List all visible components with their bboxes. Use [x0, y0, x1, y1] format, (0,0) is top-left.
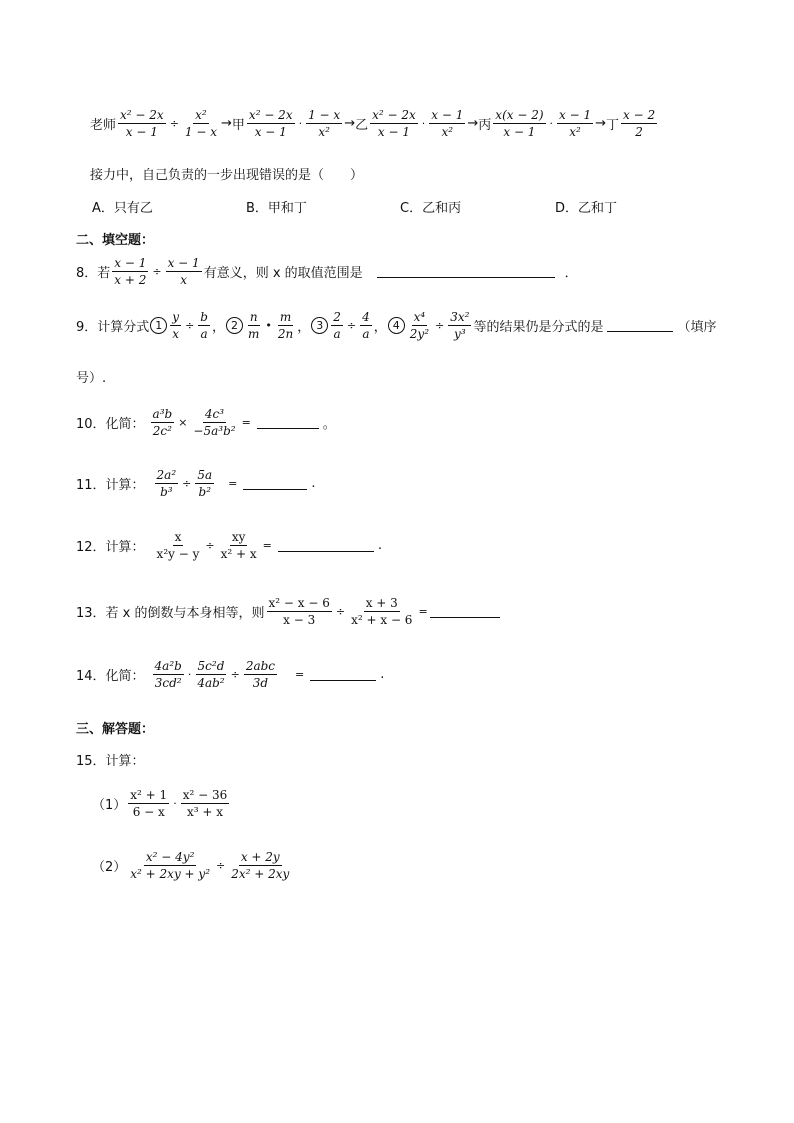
multiply-dot: · — [173, 797, 177, 810]
option-c: C．乙和丙 — [400, 201, 462, 216]
q8-end: ． — [564, 266, 578, 281]
fraction: $\frac{x - 1}{x + 2}$ — [114, 256, 147, 287]
fraction: $\frac{1 - x}{\text{x²}}$ — [308, 108, 341, 139]
fraction: $\frac{x - 1}{\text{x²}}$ — [559, 108, 592, 139]
q15-part1 — [92, 788, 231, 819]
q15-part2 — [92, 850, 293, 881]
fraction: $\frac{5a}{\text{b²}}$ — [197, 468, 213, 499]
q10-end: 。 — [322, 417, 336, 432]
q9 — [76, 310, 716, 341]
fraction: $\frac{\text{x² − 36}}{\text{x³ + x}}$ — [182, 788, 228, 819]
circled-number: 3 — [311, 317, 328, 334]
fraction: $\frac{\text{x² − 4y²}}{\text{x² + 2xy + y²}}$ — [130, 850, 210, 881]
section-heading-answer: 三、解答题： — [76, 722, 155, 737]
arrow: → — [221, 116, 232, 131]
multiply-dot: · — [298, 117, 303, 130]
fraction: $\frac{y}{x}$ — [172, 310, 180, 341]
q14-number: 14．化简： — [76, 669, 145, 684]
multiply-dot: • — [265, 319, 272, 332]
divide-sign: ÷ — [182, 477, 192, 490]
divide-sign: ÷ — [230, 668, 240, 681]
part-label: （2） — [92, 860, 127, 875]
q14-end: . — [380, 667, 385, 682]
jia-label: 甲 — [231, 118, 245, 133]
fraction: $\frac{\text{x² − 2x}}{x - 1}$ — [372, 108, 416, 139]
fraction: $\frac{x - 1}{\text{x²}}$ — [431, 108, 464, 139]
fraction: $\frac{x - 2}{2}$ — [623, 108, 656, 139]
fraction: $\frac{\text{x⁴}}{\text{2y²}}$ — [409, 310, 430, 341]
fraction: $\frac{\text{x² + 1}}{6 - x}$ — [130, 788, 168, 819]
circled-number: 4 — [388, 317, 405, 334]
answer-blank[interactable] — [607, 319, 673, 332]
equals-sign: = — [241, 416, 251, 429]
arrow: → — [595, 116, 607, 131]
bing-label: 丙 — [478, 118, 492, 133]
fraction: $\frac{x}{\text{x²y − y}}$ — [156, 530, 200, 561]
fraction: $\frac{n}{m}$ — [247, 310, 260, 341]
fraction: $\frac{\text{a³b}}{\text{2c²}}$ — [152, 407, 173, 438]
fraction: $\frac{\text{x²}}{1 - x}$ — [184, 108, 217, 139]
divide-sign: ÷ — [335, 605, 346, 618]
fraction: $\frac{\text{5c²d}}{\text{4ab²}}$ — [197, 659, 225, 690]
yi-label: 乙 — [355, 118, 369, 133]
q11-end: . — [311, 476, 316, 491]
q12-end: . — [377, 538, 382, 553]
divide-sign: ÷ — [435, 319, 445, 332]
q7-question: 接力中，自己负责的一步出现错误的是（ ） — [90, 168, 364, 183]
multiply-dot: · — [421, 117, 426, 130]
fraction: $\frac{x + 3}{\text{x² + x − 6}}$ — [351, 596, 413, 627]
ding-label: 丁 — [606, 118, 620, 133]
comma: ， — [211, 320, 225, 335]
divide-sign: ÷ — [185, 319, 195, 332]
arrow: → — [344, 116, 356, 131]
fraction: $\frac{\text{x² − 2x}}{x - 1}$ — [248, 108, 293, 139]
answer-blank[interactable] — [278, 539, 374, 552]
fraction: $\frac{xy}{\text{x² + x}}$ — [220, 530, 257, 561]
fraction: $\frac{\text{2a²}}{\text{b³}}$ — [156, 468, 177, 499]
option-a: A．只有乙 — [92, 201, 153, 216]
answer-blank[interactable] — [257, 416, 319, 429]
fraction: $\frac{\text{x² − 2x}}{x - 1}$ — [120, 108, 164, 139]
answer-blank[interactable] — [243, 477, 307, 490]
q9-tail: （填序 — [677, 320, 717, 335]
fraction: $\frac{\text{4a²b}}{\text{3cd²}}$ — [154, 659, 182, 690]
q12-number: 12．计算： — [76, 540, 145, 555]
teacher-label: 老师 — [90, 118, 117, 133]
answer-blank[interactable] — [310, 668, 376, 681]
q9-tail-line: 号）. — [76, 371, 107, 386]
part-label: （1） — [92, 798, 127, 813]
q9-number: 9．计算分式 — [76, 320, 150, 335]
fraction: $\frac{b}{a}$ — [200, 310, 208, 341]
fraction: $\frac{2}{a}$ — [333, 310, 341, 341]
q13 — [76, 596, 504, 627]
multiply-dot: · — [549, 117, 554, 130]
q15-number: 15．计算： — [76, 754, 145, 769]
fraction: $\frac{4}{a}$ — [362, 310, 370, 341]
section-heading-fill: 二、填空题： — [76, 233, 155, 248]
q8-number: 8．若 — [76, 266, 111, 281]
multiply-dot: · — [187, 668, 192, 681]
fraction: $\frac{\text{2abc}}{3d}$ — [245, 659, 276, 690]
q8-text: 有意义，则 x 的取值范围是 — [203, 266, 363, 281]
fraction: $\frac{x(x - 2)}{x - 1}$ — [495, 108, 544, 139]
q7-chain — [90, 108, 659, 139]
q8 — [76, 256, 578, 287]
answer-blank[interactable] — [377, 265, 555, 278]
fraction: $\frac{\text{3x²}}{\text{y³}}$ — [450, 310, 470, 341]
q11-number: 11．计算： — [76, 478, 145, 493]
divide-sign: ÷ — [205, 539, 215, 552]
q10 — [76, 407, 336, 438]
divide-sign: ÷ — [152, 265, 162, 278]
comma: ， — [297, 320, 311, 335]
equals-sign: = — [228, 477, 238, 490]
option-b: B．甲和丁 — [246, 201, 307, 216]
arrow: → — [467, 116, 479, 131]
divide-sign: ÷ — [169, 117, 179, 130]
equals-sign: = — [295, 668, 305, 681]
multiply-sign: × — [178, 416, 188, 429]
fraction: $\frac{\text{4c³}}{\text{−5a³b²}}$ — [193, 407, 236, 438]
circled-number: 1 — [150, 317, 167, 334]
q13-text: 13．若 x 的倒数与本身相等，则 — [76, 606, 265, 621]
circled-number: 2 — [226, 317, 243, 334]
answer-blank[interactable] — [430, 605, 500, 618]
q11 — [76, 468, 316, 499]
fraction: $\frac{x + 2y}{\text{2x² + 2xy}}$ — [231, 850, 290, 881]
fraction: $\frac{m}{2n}$ — [277, 310, 294, 341]
q12 — [76, 530, 382, 561]
q9-text: 等的结果仍是分式的是 — [473, 320, 604, 335]
equals-sign: = — [262, 539, 272, 552]
q14 — [76, 659, 384, 690]
comma: ， — [373, 320, 387, 335]
option-d: D．乙和丁 — [555, 201, 618, 216]
equals-sign: = — [418, 605, 428, 618]
divide-sign: ÷ — [216, 859, 226, 872]
fraction: $\frac{x - 1}{x}$ — [167, 256, 200, 287]
divide-sign: ÷ — [346, 319, 357, 332]
q10-number: 10．化简： — [76, 417, 145, 432]
fraction: $\frac{\text{x² − x − 6}}{x - 3}$ — [268, 596, 330, 627]
